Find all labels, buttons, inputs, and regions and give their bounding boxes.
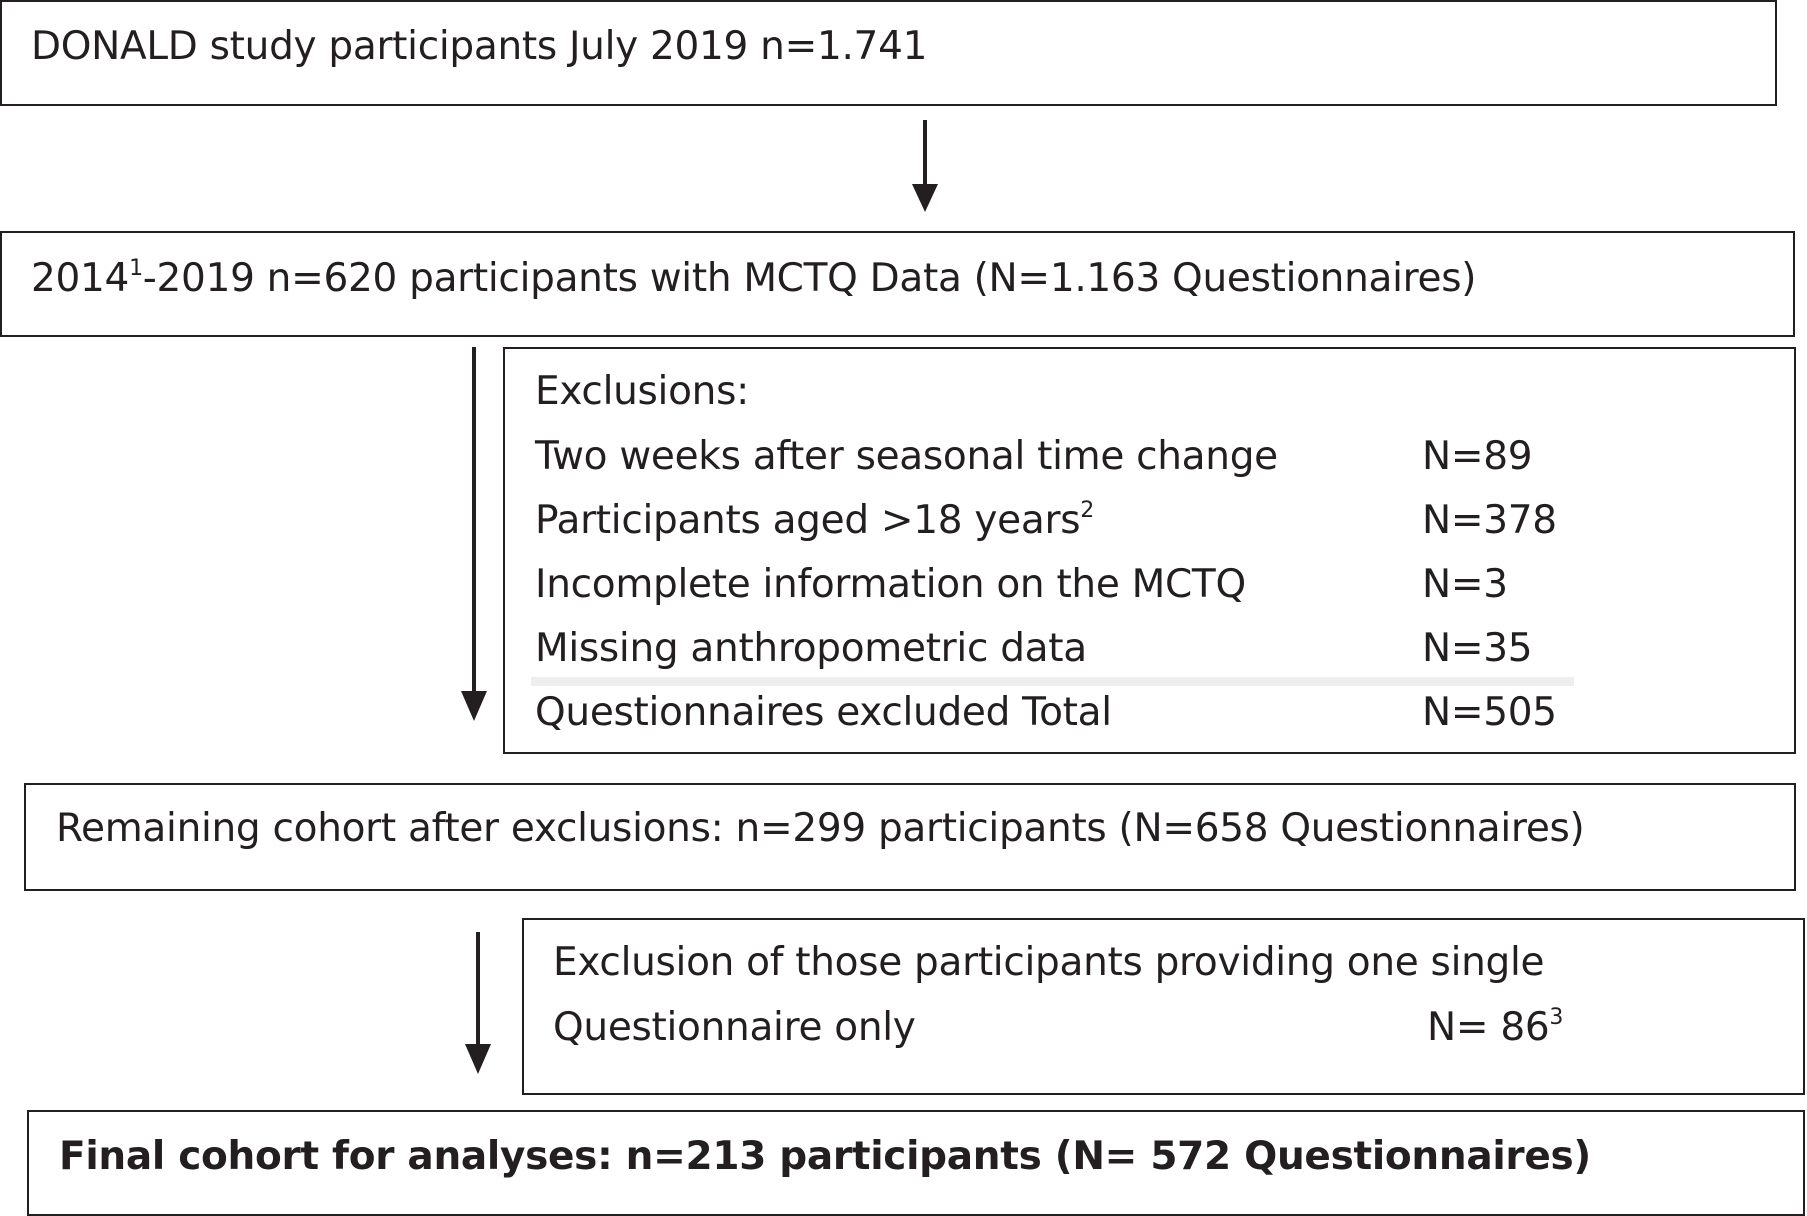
exclusions-divider bbox=[531, 677, 1574, 686]
mctq-text-rest: -2019 n=620 participants with MCTQ Data (N=1.163 Questionnaires) bbox=[142, 256, 1477, 301]
single-questionnaire-value-text: N= 86 bbox=[1427, 1005, 1550, 1050]
exclusion-row-value: N=3 bbox=[1422, 562, 1508, 607]
arrow-down-1 bbox=[910, 118, 940, 214]
exclusion-row-value: N=378 bbox=[1422, 498, 1557, 543]
donald-participants-text: DONALD study participants July 2019 n=1.741 bbox=[31, 24, 928, 69]
exclusion-row-label: Incomplete information on the MCTQ bbox=[535, 562, 1246, 607]
exclusions-title: Exclusions: bbox=[535, 369, 749, 414]
footnote-3: 3 bbox=[1549, 1005, 1564, 1030]
exclusions-total-label: Questionnaires excluded Total bbox=[535, 690, 1112, 735]
exclusion-row-value: N=35 bbox=[1422, 626, 1533, 671]
exclusion-row-label bbox=[535, 498, 1094, 544]
arrow-down-2 bbox=[459, 345, 489, 723]
remaining-cohort-text: Remaining cohort after exclusions: n=299 participants (N=658 Questionnaires) bbox=[56, 806, 1585, 851]
final-cohort-text: Final cohort for analyses: n=213 participants (N= 572 Questionnaires) bbox=[59, 1134, 1591, 1179]
exclusion-row-label: Two weeks after seasonal time change bbox=[535, 434, 1278, 479]
single-questionnaire-line1: Exclusion of those participants providing one single bbox=[553, 940, 1545, 985]
single-questionnaire-value bbox=[1427, 1005, 1563, 1051]
exclusions-total-value: N=505 bbox=[1422, 690, 1557, 735]
mctq-data-text bbox=[31, 256, 1476, 302]
footnote-1: 1 bbox=[129, 256, 143, 281]
mctq-year-start: 2014 bbox=[31, 256, 130, 301]
arrow-down-3 bbox=[463, 930, 493, 1078]
exclusion-row-value: N=89 bbox=[1422, 434, 1533, 479]
single-questionnaire-line2: Questionnaire only bbox=[553, 1005, 916, 1050]
exclusion-row-label: Missing anthropometric data bbox=[535, 626, 1087, 671]
exclusion-row-label-text: Participants aged >18 years bbox=[535, 498, 1081, 543]
footnote-2: 2 bbox=[1080, 498, 1094, 523]
